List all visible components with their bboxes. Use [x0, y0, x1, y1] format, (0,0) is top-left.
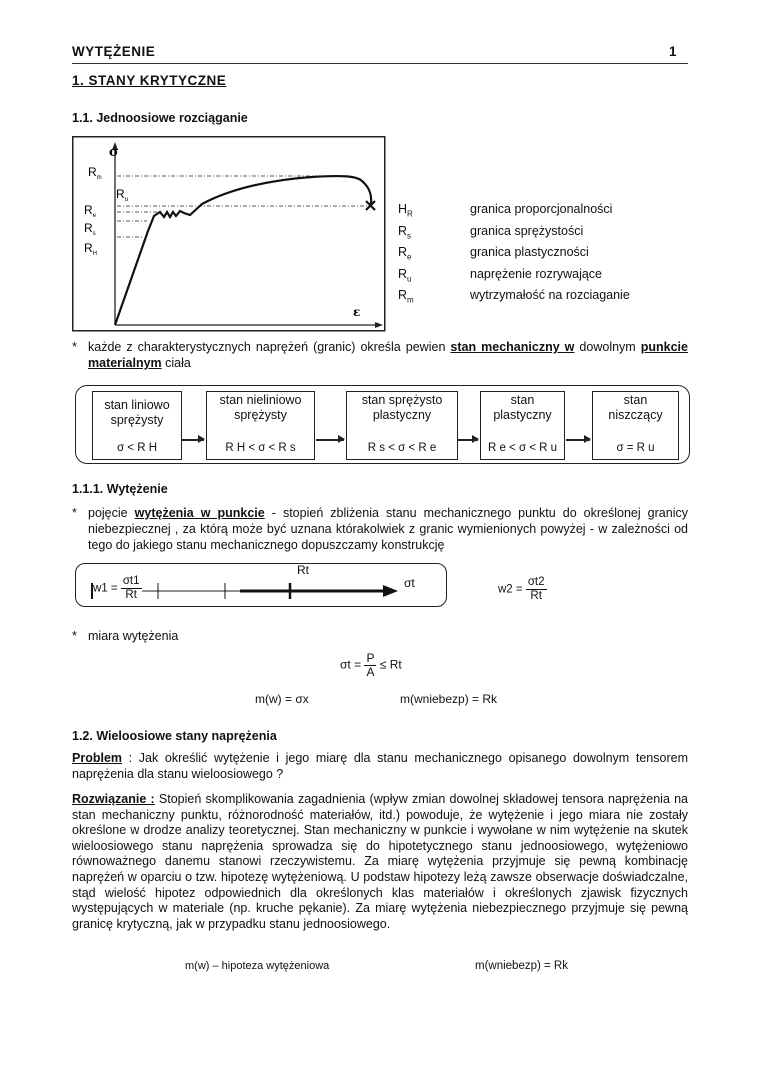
flow-arrow-icon: [566, 439, 590, 441]
header-rule: [72, 63, 688, 64]
flow-arrow-icon: [458, 439, 478, 441]
page-number: 1: [669, 44, 677, 59]
scale-arrow-icon: [383, 585, 398, 597]
legend-item: $R_u$ naprężenie rozrywające: [398, 266, 603, 283]
bullet-effort-measure: * miara wytężenia: [72, 629, 179, 643]
x-axis-label: ε: [353, 305, 361, 319]
flow-arrow-icon: [316, 439, 344, 441]
stress-formula: σt = $\frac{P}{A}$ ≤ Rt: [340, 651, 402, 679]
section-heading-1: 1. STANY KRYTYCZNE: [72, 73, 227, 88]
effort-measure-formula: m(w) = σx: [255, 692, 309, 706]
legend-item: $H_R$ granica proporcjonalności: [398, 202, 613, 219]
section-heading-1-1-1: 1.1.1. Wytężenie: [72, 482, 168, 496]
re-label: $R_e$: [84, 203, 97, 219]
state-box: stan nieliniowo sprężysty R H < σ < R s: [206, 391, 315, 460]
bullet-mechanical-state: * każde z charakterystycznych naprężeń (granic) określa pewien stan mechaniczny w dowolnym punkcie materialnym ciała: [72, 340, 688, 370]
legend-item: $R_m$ wytrzymałość na rozciaganie: [398, 288, 630, 305]
running-header-title: WYTĘŻENIE: [72, 44, 156, 59]
hypothesis-formula: m(w) – hipoteza wytężeniowa: [185, 960, 330, 972]
w1-formula: w1 = $\frac{\sigma t1}{Rt}$: [93, 575, 140, 601]
section-heading-1-2: 1.2. Wieloosiowe stany naprężenia: [72, 729, 277, 743]
graph-frame: [73, 137, 385, 331]
section-heading-1-1: 1.1. Jednoosiowe rozciąganie: [72, 111, 248, 125]
state-box: stan sprężysto plastyczny R s < σ < R e: [346, 391, 458, 460]
problem-paragraph: Problem : Jak określić wytężenie i jego miarę dla stanu mechanicznego opisanego dowolnym tensorem naprężenia dla stanu wieloosiowego ?: [72, 751, 688, 781]
state-box: stan liniowo sprężysty σ < R H: [92, 391, 182, 460]
ru-label: $R_u$: [116, 187, 129, 203]
legend-item: $R_e$ granica plastyczności: [398, 245, 589, 262]
solution-paragraph: Rozwiązanie : Stopień skomplikowania zagadnienia (wpływ zmian dowolnej składowej tensora naprężenia na stan mechaniczny punktu, różnorodność materiałów, itd.) powoduje, że wytężenie i jego miara nie zostały określone w drodze analizy teoretycznej. Stan mechaniczny w punkcie i wywołane w nim wytężenie na skutek wieloosiowego stanu naprężenia sprowadza się do hipotetycznego stanu jednoosiowego, wytężeniowo równoważnego danemu stanowi rzeczywistemu. Za miarę wytężenia przyjmuje się pewną kombinację naprężeń w oparciu o tzw. hipotezę wytężeniową. U podstaw hipotezy leżą zawsze obserwacje doświadczalne, stąd wielość hipotez odpowiednich dla określonych klas materiałów i określonych zjawisk fizycznych występujących w materiale (np. kruche pękanie). Za miarę wytężenia niebezpiecznego przyjmuje się pewną granicę krytyczną, jak w przypadku stanu jednoosiowego.: [72, 792, 688, 931]
bullet-effort-definition: * pojęcie wytężenia w punkcie - stopień zbliżenia stanu mechanicznego punktu do określonej granicy niebezpiecznej , za którą może być uznana którakolwiek z granic wymienionych powyżej - w zależności od tego do jakiego stanu mechanicznego dopuszczamy konstrukcję: [72, 506, 688, 552]
graph-legend: [398, 201, 630, 309]
stress-strain-diagram: [72, 136, 386, 332]
y-axis-label: σ: [109, 145, 119, 160]
rs-label: $R_s$: [84, 221, 96, 237]
state-box: stan plastyczny R e < σ < R u: [480, 391, 565, 460]
w2-formula: w2 = $\frac{\sigma t2}{Rt}$: [498, 576, 545, 602]
legend-item: $R_s$ granica sprężystości: [398, 223, 584, 240]
sigma-label: σt: [404, 576, 415, 590]
critical-limit-formula: m(wniebezp) = Rk: [475, 960, 568, 972]
state-box: stan niszczący σ = R u: [592, 391, 679, 460]
dangerous-effort-formula: m(wniebezp) = Rk: [400, 692, 498, 706]
flow-arrow-icon: [182, 439, 204, 441]
rh-label: $R_H$: [84, 241, 98, 257]
rm-label: $R_m$: [88, 165, 102, 181]
rt-label: Rt: [297, 563, 309, 577]
